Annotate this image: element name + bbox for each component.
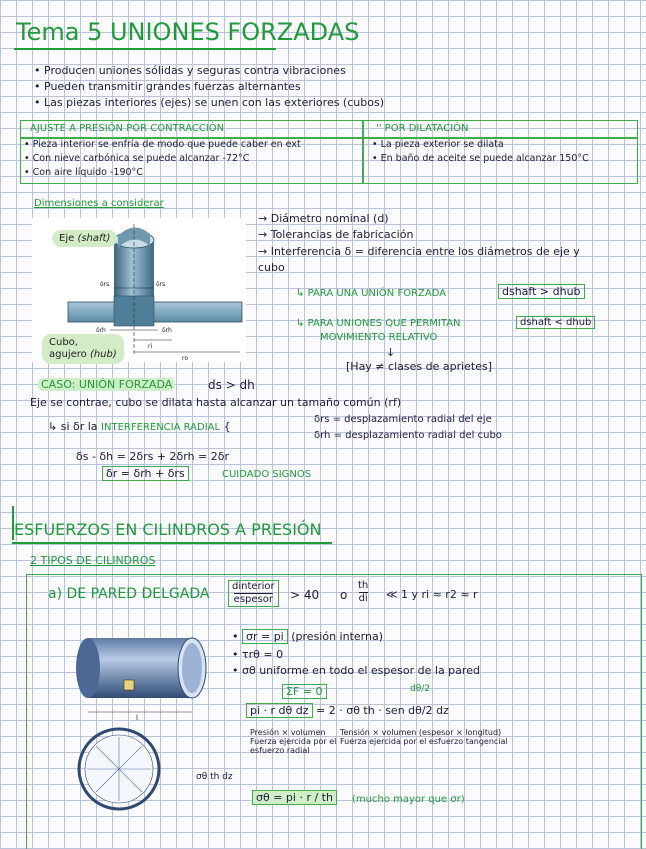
section-title-underline <box>12 542 332 544</box>
caption-tangential: Tensión × volumen (espesor × longitud) Fuerza ejercida por el esfuerzo tangencial <box>340 728 508 746</box>
dim-item-3: → Interferencia δ = diferencia entre los diámetros de eje y cubo <box>258 245 580 274</box>
equilibrium-equation: pi · r dθ dz = 2 · σθ th · sen dθ/2 dz <box>246 704 449 717</box>
thin-bullet-1: • σr = pi (presión interna) <box>232 630 383 643</box>
intro-bullet-3: • Las piezas interiores (ejes) se unen con las exteriores (cubos) <box>34 96 384 109</box>
page-title <box>16 18 359 46</box>
relative-motion-label-1: ↳ PARA UNIONES QUE PERMITAN <box>296 318 461 329</box>
case-def-1: δrs = desplazamiento radial del eje <box>314 414 492 425</box>
dimensions-heading: Dimensiones a considerar <box>34 198 164 209</box>
clamping-classes-note: [Hay ≠ clases de aprietes] <box>346 360 493 373</box>
cylinder-body <box>88 638 192 698</box>
forced-union-formula: dshaft > dhub <box>498 284 585 299</box>
thin-cylinder-figure <box>70 620 220 724</box>
case-eq-2-note: CUIDADO SIGNOS <box>222 469 312 480</box>
hoop-stress-note: (mucho mayor que σr) <box>352 794 465 805</box>
cylinder-bore <box>182 643 202 693</box>
thin-wall-heading: a) DE PARED DELGADA <box>48 586 210 602</box>
table-right-header: '' POR DILATACIÓN <box>376 123 469 134</box>
page-title-text: Tema 5 UNIONES FORZADAS <box>16 18 360 46</box>
section-subtitle: 2 TIPOS DE CILINDROS <box>30 554 156 567</box>
thin-bullet-3: • σθ uniforme en todo el espesor de la pared <box>232 664 480 677</box>
table-right-item-1: • La pieza exterior se dilata <box>372 139 504 150</box>
table-column-divider <box>362 120 364 184</box>
thin-bullet-2: • τrθ = 0 <box>232 648 284 661</box>
dim-label-left: δrs <box>100 281 110 288</box>
down-arrow-icon: ↓ <box>386 346 396 359</box>
thin-ratio-box: dinterior espesor <box>228 580 279 607</box>
relative-motion-formula: dshaft < dhub <box>516 316 595 329</box>
dim-item-2: → Tolerancias de fabricación <box>258 228 414 241</box>
hoop-stress-result: σθ = pi · r / th <box>252 790 337 805</box>
dim-label-right: δrs <box>156 281 166 288</box>
table-left-item-3: • Con aire líquido -190°C <box>24 167 143 178</box>
cylinder-length-label: l <box>136 714 138 722</box>
thin-ratio-cond: > 40 <box>290 588 320 602</box>
case-eq-1: δs - δh = 2δrs + 2δrh = 2δr <box>76 450 230 463</box>
case-line-2: ↳ si δr la INTERFERENCIA RADIAL { <box>48 420 231 433</box>
table-left-item-1: • Pieza interior se enfría de modo que puede caber en ext <box>24 139 301 150</box>
table-left-header: AJUSTE A PRESIÓN POR CONTRACCIÓN <box>30 123 225 134</box>
thin-or: o <box>340 588 348 602</box>
sum-forces: ΣF = 0 <box>282 684 327 699</box>
table-right-item-2: • En baño de aceite se puede alcanzar 150°C <box>372 153 589 164</box>
dim-label-ro: ro <box>182 355 189 362</box>
intro-bullet-2: • Pueden transmitir grandes fuerzas alternantes <box>34 80 301 93</box>
case-eq-2: δr = δrh + δrs <box>102 466 189 481</box>
hub-plate <box>68 302 242 322</box>
dim-label-ri: ri <box>148 343 153 350</box>
wall-element <box>124 680 134 690</box>
case-condition: ds > dh <box>208 378 255 392</box>
case-line-1: Eje se contrae, cubo se dilata hasta alcanzar un tamaño común (rf) <box>30 396 402 409</box>
cylinder-left-end <box>76 638 100 698</box>
section-diagram-label: σθ th dz <box>196 772 233 782</box>
dim-item-1: → Diámetro nominal (d) <box>258 212 389 225</box>
case-def-2: δrh = desplazamiento radial del cubo <box>314 430 502 441</box>
caption-radial: Presión × volumen Fuerza ejercida por el esfuerzo radial <box>250 728 337 755</box>
section-title-bracket <box>12 506 14 540</box>
intro-bullet-1: • Producen uniones sólidas y seguras contra vibraciones <box>34 64 346 77</box>
section-title: ESFUERZOS EN CILINDROS A PRESIÓN <box>14 520 322 539</box>
shaft-label: Eje (shaft) <box>52 230 117 247</box>
thin-th-ratio: th di <box>358 580 369 604</box>
thin-th-cond: ≪ 1 y ri ≈ r2 ≈ r <box>386 588 478 601</box>
dim-label-hub-left: δrh <box>96 327 106 334</box>
hub-label: Cubo, agujero (hub) <box>42 334 124 364</box>
case-heading: CASO: UNIÓN FORZADA <box>38 378 175 391</box>
title-underline <box>14 48 276 50</box>
relative-motion-label-2: MOVIMIENTO RELATIVO <box>320 332 438 343</box>
table-left-item-2: • Con nieve carbónica se puede alcanzar -72°C <box>24 153 250 164</box>
forced-union-label: ↳ PARA UNA UNIÓN FORZADA <box>296 288 447 299</box>
dim-label-hub-right: δrh <box>162 327 172 334</box>
pressure-section-figure <box>74 724 164 814</box>
eq-annotation: dθ/2 <box>410 684 430 694</box>
